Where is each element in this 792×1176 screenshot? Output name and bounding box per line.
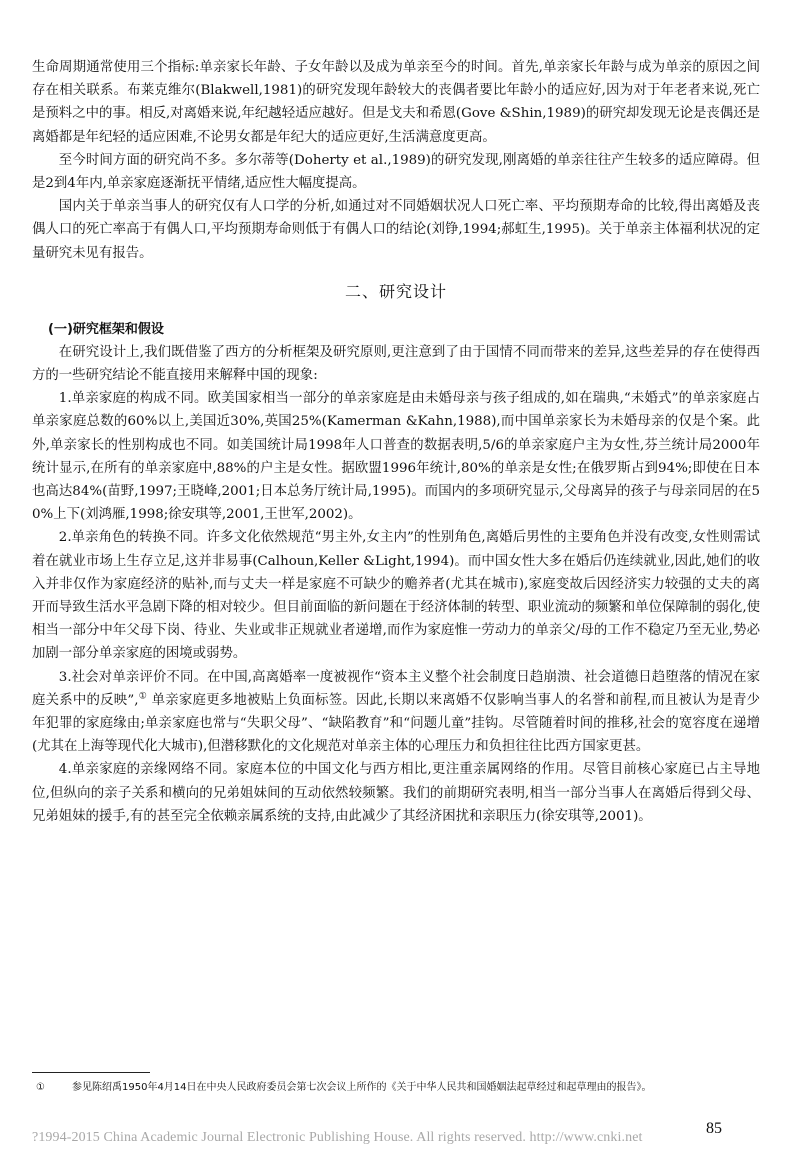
- paragraph-domestic-research: 国内关于单亲当事人的研究仅有人口学的分析,如通过对不同婚姻状况人口死亡率、平均预期寿命的比较,得出离婚及丧偶人口的死亡率高于有偶人口,平均预期寿命则低于有偶人口的结论(刘铮,1994;郝虹生,1995)。关于单亲主体福利状况的定量研究未见有报告。: [32, 199, 760, 261]
- footnote-mark: ①: [36, 1082, 45, 1093]
- page-number: 85: [706, 1120, 722, 1137]
- paragraph-social-evaluation-part1: 3.社会对单亲评价不同。在中国,高离婚率一度被视作“资本主义整个社会制度日趋崩溃、社会道德日趋堕落的情况在家庭关系中的反映”,: [32, 669, 760, 708]
- footnote-divider: [32, 1072, 150, 1073]
- footnote: [32, 1080, 760, 1095]
- page-body: [32, 56, 760, 828]
- copyright-watermark: ?1994-2015 China Academic Journal Electronic Publishing House. All rights reserved. http://www.cnki.net: [32, 1130, 643, 1145]
- section-title: 二、研究设计: [344, 281, 447, 301]
- paragraph-lifecycle: 生命周期通常使用三个指标:单亲家长年龄、子女年龄以及成为单亲至今的时间。首先,单亲家长年龄与成为单亲的原因之间存在相关联系。布莱克维尔(Blakwell,1981)的研究发现年龄较大的丧偶者要比年龄小的适应好,因为对于年老者来说,死亡是预料之中的事。相反,对离婚来说,年纪越轻适应越好。但是戈夫和希恩(Gove &Shin,1989)的研究却发现无论是丧偶还是离婚都是年纪轻的适应困难,不论男女都是年纪大的适应更好,生活满意度更高。: [32, 60, 760, 145]
- footnote-text: 参见陈绍禹1950年4月14日在中央人民政府委员会第七次会议上所作的《关于中华人民共和国婚姻法起草经过和起草理由的报告》。: [72, 1082, 652, 1093]
- paragraph-time-since: 至今时间方面的研究尚不多。多尔蒂等(Doherty et al.,1989)的研究发现,刚离婚的单亲往往产生较多的适应障碍。但是2到4年内,单亲家庭逐渐抚平情绪,适应性大幅度提高。: [32, 152, 760, 192]
- paragraph-composition: 1.单亲家庭的构成不同。欧美国家相当一部分的单亲家庭是由未婚母亲与孩子组成的,如在瑞典,“未婚式”的单亲家庭占单亲家庭总数的60%以上,美国近30%,英国25%(Kamerman &Kahn,1988),而中国单亲家长为未婚母亲的仅是个案。此外,单亲家长的性别构成也不同。如美国统计局1998年人口普查的数据表明,5/6的单亲家庭户主为女性,芬兰统计局2000年统计显示,在所有的单亲家庭中,88%的户主是女性。据欧盟1996年统计,80%的单亲是女性;在俄罗斯占到94%;即使在日本也高达84%(苗野,1997;王晓峰,2001;日本总务厅统计局,1995)。而国内的多项研究显示,父母离异的孩子与母亲同居的在50%上下(刘鸿雁,1998;徐安琪等,2001,王世军,2002)。: [32, 391, 760, 523]
- paragraph-kin-network: 4.单亲家庭的亲缘网络不同。家庭本位的中国文化与西方相比,更注重亲属网络的作用。尽管目前核心家庭已占主导地位,但纵向的亲子关系和横向的兄弟姐妹间的互动依然较频繁。我们的前期研究表明,相当一部分当事人在离婚后得到父母、兄弟姐妹的援手,有的甚至完全依赖亲属系统的支持,由此减少了其经济困扰和亲职压力(徐安琪等,2001)。: [32, 762, 760, 824]
- paragraph-social-evaluation-part2: 单亲家庭更多地被贴上负面标签。因此,长期以来离婚不仅影响当事人的名誉和前程,而且被认为是青少年犯罪的家庭缘由;单亲家庭也常与“失职父母”、“缺陷教育”和“问题儿童”挂钩。尽管随着时间的推移,社会的宽容度在递增(尤其在上海等现代化大城市),但潜移默化的文化规范对单亲主体的心理压力和负担往往比西方国家更甚。: [32, 692, 760, 755]
- footnote-reference[interactable]: ①: [138, 691, 148, 702]
- paragraph-design-intro: 在研究设计上,我们既借鉴了西方的分析框架及研究原则,更注意到了由于国情不同而带来的差异,这些差异的存在使得西方的一些研究结论不能直接用来解释中国的现象:: [32, 344, 760, 384]
- paragraph-role-change: 2.单亲角色的转换不同。许多文化依然规范“男主外,女主内”的性别角色,离婚后男性的主要角色并没有改变,女性则需试着在就业市场上生存立足,这并非易事(Calhoun,Keller &Light,1994)。而中国女性大多在婚后仍连续就业,因此,她们的收入并非仅作为家庭经济的贴补,而与丈夫一样是家庭不可缺少的赡养者(尤其在城市),家庭变故后因经济实力较强的丈夫的离开而导致生活水平急剧下降的相对较少。但目前面临的新问题在于经济体制的转型、职业流动的频繁和单位保障制的弱化,使相当一部分中年父母下岗、待业、失业或非正规就业者递增,而作为家庭惟一劳动力的单亲父/母的工作不稳定乃至无业,势必加剧一部分单亲家庭的困境或弱势。: [32, 530, 760, 662]
- paragraph-social-evaluation: [32, 666, 760, 759]
- subsection-title: (一)研究框架和假设: [48, 321, 164, 337]
